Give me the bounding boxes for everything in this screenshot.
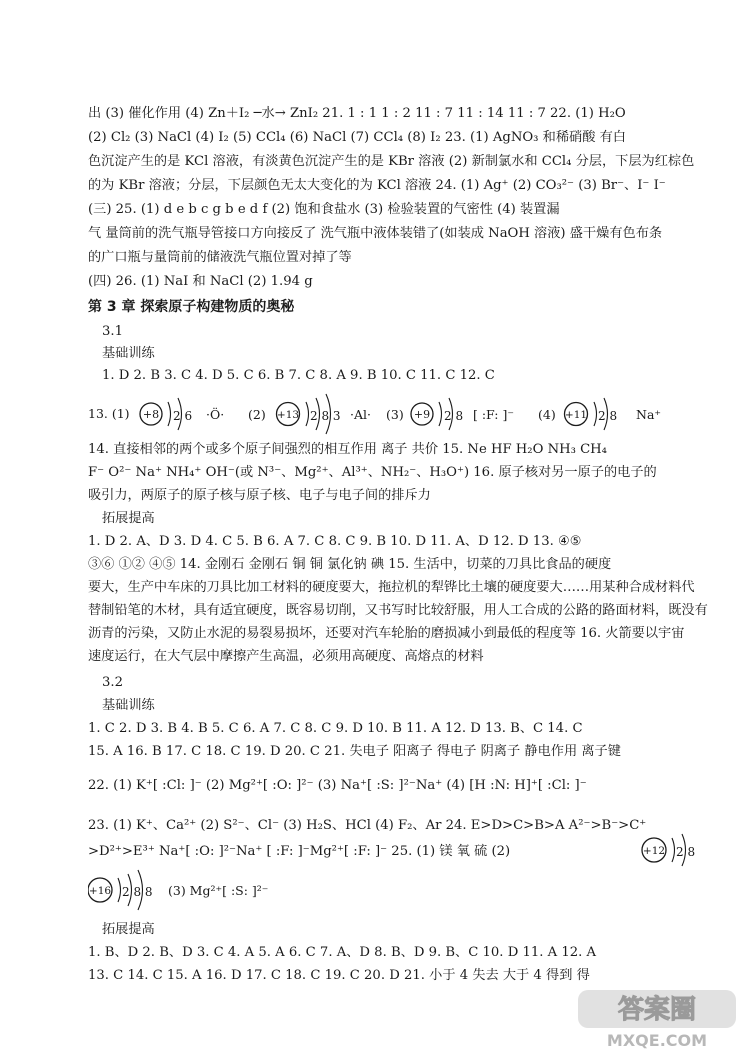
atom-diagrams <box>88 392 688 436</box>
answer-line: (四) 26. (1) NaI 和 NaCl (2) 1.94 g <box>88 274 313 289</box>
section-number: 3.2 <box>102 675 123 690</box>
electron-shells: 2 8 <box>444 409 464 423</box>
answer-line: 1. B、D 2. B、D 3. C 4. A 5. A 6. C 7. A、D 8. B、D 9. B、C 10. D 11. A 12. A <box>88 945 597 960</box>
answer-line: 13. C 14. C 15. A 16. D 17. C 18. C 19. C 20. D 21. 小于 4 失去 大于 4 得到 得 <box>88 968 590 983</box>
answer-line: 1. D 2. A、D 3. D 4. C 5. B 6. A 7. C 8. C 9. B 10. D 11. A、D 12. D 13. ④⑤ <box>88 534 582 549</box>
answer-line: 气 量筒前的洗气瓶导管接口方向接反了 洗气瓶中液体装错了(如装成 NaOH 溶液) 盛干燥有色布条 <box>88 226 663 241</box>
electron-shells: 2 8 3 <box>310 409 341 423</box>
subsection-extend: 拓展提高 <box>102 922 155 937</box>
subsection-basic: 基础训练 <box>102 698 155 713</box>
part-number: (4) <box>538 407 556 422</box>
answer-line: 出 (3) 催化作用 (4) Zn＋I₂ ─水→ ZnI₂ 21. 1 : 1 1 : 2 11 : 7 11 : 14 11 : 7 22. (1) H₂O <box>88 106 626 121</box>
nucleus-charge: +16 <box>88 885 112 897</box>
electron-shells: 2 8 8 <box>122 885 153 899</box>
answer-line: 沥青的污染，又防止水泥的易裂易损坏，还要对汽车轮胎的磨损减小到最低的程度等 16. 火箭要以宇宙 <box>88 626 685 641</box>
nucleus-charge: +11 <box>564 409 588 421</box>
section-number: 3.1 <box>102 324 123 339</box>
answer-line: 22. (1) K⁺[ :Cl: ]⁻ (2) Mg²⁺[ :O: ]²⁻ (3) Na⁺[ :S: ]²⁻Na⁺ (4) [H :N: H]⁺[ :Cl: ]⁻ <box>88 778 587 793</box>
electron-dot-symbol: Na⁺ <box>636 407 661 422</box>
watermark-top: 答案圈 <box>617 995 697 1025</box>
answer-line: ③⑥ ①② ④⑤ 14. 金刚石 金刚石 铜 铜 氯化钠 碘 15. 生活中，切菜的刀具比食品的硬度 <box>88 557 612 572</box>
answer-text: (3) Mg²⁺[ :S: ]²⁻ <box>168 883 269 898</box>
subsection-extend: 拓展提高 <box>102 511 155 526</box>
electron-dot-symbol: ·Al· <box>350 407 371 422</box>
atom-structure-mg <box>640 828 720 872</box>
answer-line: 要大，生产中车床的刀具比加工材料的硬度要大，拖拉机的犁铧比土壤的硬度要大……用某种合成材料代 <box>88 580 695 595</box>
watermark-bottom: MXQE.COM <box>606 1031 708 1050</box>
part-number: (3) <box>386 407 404 422</box>
q13-label: 13. (1) <box>88 406 130 421</box>
answer-line: (三) 25. (1) d e b c g b e d f (2) 饱和食盐水 (3) 检验装置的气密性 (4) 装置漏 <box>88 202 560 217</box>
answer-line: 吸引力，两原子的原子核与原子核、电子与电子间的排斥力 <box>88 488 431 503</box>
electron-shells: 2 8 <box>598 409 618 423</box>
electron-shells: 2 8 <box>676 845 696 859</box>
answer-line: 1. D 2. B 3. C 4. D 5. C 6. B 7. C 8. A 9. B 10. C 11. C 12. C <box>102 368 495 383</box>
watermark-logo <box>572 988 742 1052</box>
part-number: (2) <box>248 407 266 422</box>
answer-line: 的广口瓶与量筒前的储液洗气瓶位置对掉了等 <box>88 250 352 265</box>
nucleus-charge: +12 <box>642 845 666 857</box>
nucleus-charge: +8 <box>142 408 160 421</box>
answer-line: 速度运行，在大气层中摩擦产生高温，必须用高硬度、高熔点的材料 <box>88 649 484 664</box>
atom-structure-row <box>88 392 688 436</box>
subsection-basic: 基础训练 <box>102 346 155 361</box>
answer-line: 色沉淀产生的是 KCl 溶液，有淡黄色沉淀产生的是 KBr 溶液 (2) 新制氯水和 CCl₄ 分层，下层为红棕色 <box>88 154 695 169</box>
answer-line: 14. 直接相邻的两个或多个原子间强烈的相互作用 离子 共价 15. Ne HF H₂O NH₃ CH₄ <box>88 442 607 457</box>
nucleus-charge: +9 <box>413 408 431 421</box>
chapter-title: 第 3 章 探索原子构建物质的奥秘 <box>88 299 295 315</box>
answer-line: (2) Cl₂ (3) NaCl (4) I₂ (5) CCl₄ (6) NaCl (7) CCl₄ (8) I₂ 23. (1) AgNO₃ 和稀硝酸 有白 <box>88 130 626 145</box>
electron-dot-symbol: ·Ö· <box>206 407 225 422</box>
answer-line: 替制铅笔的木材，具有适宜硬度，既容易切削，又书写时比较舒服，用人工合成的公路的路面材料，既没有 <box>88 603 708 618</box>
electron-shells: 2 6 <box>173 409 193 423</box>
answer-line: 的为 KBr 溶液；分层，下层颜色无太大变化的为 KCl 溶液 24. (1) Ag⁺ (2) CO₃²⁻ (3) Br⁻、I⁻ I⁻ <box>88 178 666 193</box>
atom-structure-s <box>88 868 688 912</box>
answer-line: 23. (1) K⁺、Ca²⁺ (2) S²⁻、Cl⁻ (3) H₂S、HCl (4) F₂、Ar 24. E>D>C>B>A A²⁻>B⁻>C⁺ <box>88 818 647 833</box>
answer-line: 1. C 2. D 3. B 4. B 5. C 6. A 7. C 8. C 9. D 10. B 11. A 12. D 13. B、C 14. C <box>88 721 583 736</box>
nucleus-charge: +13 <box>276 409 300 421</box>
answer-line: 15. A 16. B 17. C 18. C 19. D 20. C 21. 失电子 阳离子 得电子 阴离子 静电作用 离子键 <box>88 744 621 759</box>
answer-line: >D²⁺>E³⁺ Na⁺[ :O: ]²⁻Na⁺ [ :F: ]⁻Mg²⁺[ :F: ]⁻ 25. (1) 镁 氧 硫 (2) <box>88 844 511 859</box>
answer-line: F⁻ O²⁻ Na⁺ NH₄⁺ OH⁻(或 N³⁻、Mg²⁺、Al³⁺、NH₂⁻、H₃O⁺) 16. 原子核对另一原子的电子的 <box>88 465 657 480</box>
electron-dot-symbol: [ :F: ]⁻ <box>473 407 514 422</box>
